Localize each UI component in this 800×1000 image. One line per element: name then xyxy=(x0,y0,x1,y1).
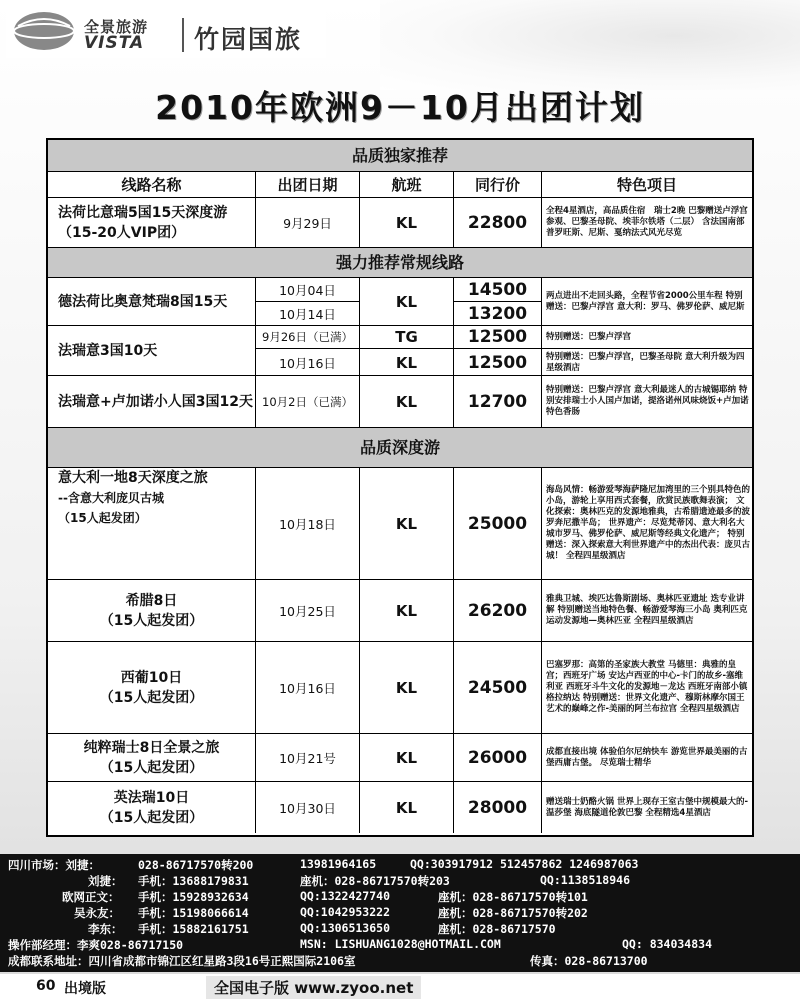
contact-mobile: 手机：13688179831 xyxy=(138,874,249,888)
departure-date: 10月18日 xyxy=(256,468,360,579)
table-row xyxy=(48,278,752,326)
flight-code: KL xyxy=(360,349,454,376)
contact-phone: 座机：028-86717570转202 xyxy=(438,906,588,920)
section-header-deep: 品质深度游 xyxy=(48,428,752,468)
route-title: 希腊8日 xyxy=(125,592,178,609)
feature-text: 特别赠送：巴黎卢浮宫 xyxy=(542,326,752,349)
departure-date: 10月2日（已满） xyxy=(256,376,360,427)
route-group-size: （15人起发团） xyxy=(99,809,204,826)
departure-date: 10月16日 xyxy=(256,349,360,376)
contact-name: 吴永友： xyxy=(74,906,120,920)
logo-en: VISTA xyxy=(84,33,145,53)
feature-text: 特别赠送：巴黎卢浮宫，巴黎圣母院 意大利升级为四星级酒店 xyxy=(546,351,745,373)
trade-price: 22800 xyxy=(454,198,542,247)
feature-text: 全程4星酒店，高品质住宿 瑞士2晚 巴黎赠送卢浮宫参观、巴黎圣母院、埃菲尔铁塔（二层） 含法国南部普罗旺斯、尼斯、戛纳法式风光尽览 xyxy=(546,206,748,238)
contact-mobile: 手机：15198066614 xyxy=(138,906,249,920)
trade-price: 25000 xyxy=(454,468,542,579)
page-footer xyxy=(0,974,800,1000)
route-name xyxy=(48,580,256,641)
route-name xyxy=(48,782,256,833)
contact-row xyxy=(0,857,800,872)
flight-code: KL xyxy=(360,580,454,641)
route-name: 德法荷比奥意梵瑞8国15天 xyxy=(48,278,256,325)
departure-date: 10月30日 xyxy=(256,782,360,833)
flight-code: KL xyxy=(360,376,454,427)
header-decoration xyxy=(380,0,800,90)
departure-date: 10月25日 xyxy=(256,580,360,641)
feature-text: 赠送瑞士奶酪火锅 世界上现存王室古堡中规模最大的-温莎堡 海底隧道伦敦巴黎 全程精选4星酒店 xyxy=(546,796,748,818)
tour-table xyxy=(46,138,754,837)
contact-row xyxy=(0,937,800,952)
trade-price: 12500 xyxy=(454,349,542,376)
trade-price: 14500 xyxy=(454,278,542,302)
header-route: 线路名称 xyxy=(48,172,256,197)
contact-row xyxy=(0,921,800,936)
departure-date: 10月16日 xyxy=(256,642,360,733)
departure-date: 10月04日 xyxy=(256,278,360,302)
feature-text: 两点进出不走回头路，全程节省2000公里车程 特别赠送：巴黎卢浮宫 意大利：罗马、佛罗伦萨、威尼斯 xyxy=(546,290,745,312)
trade-price: 26000 xyxy=(454,734,542,781)
contact-name: 欧网正文： xyxy=(62,890,120,904)
feature-text: 雅典卫城、埃匹达鲁斯剧场、奥林匹亚遗址 迭专业讲解 特别赠送当地特色餐、畅游爱琴海三小岛 奥利匹克运动发源地—奥林匹亚 全程四星级酒店 xyxy=(546,594,748,626)
route-name xyxy=(48,642,256,733)
trade-price: 12500 xyxy=(454,326,542,349)
route-name: 法瑞意3国10天 xyxy=(48,326,256,375)
trade-price: 13200 xyxy=(454,302,542,326)
contact-row xyxy=(0,889,800,904)
table-row xyxy=(48,376,752,428)
flight-code: KL xyxy=(360,278,454,325)
section-header-exclusive: 品质独家推荐 xyxy=(48,140,752,172)
table-row xyxy=(48,326,752,376)
trade-price: 12700 xyxy=(454,376,542,427)
flight-code: KL xyxy=(360,734,454,781)
departure-date: 10月14日 xyxy=(256,302,360,326)
table-row xyxy=(48,198,752,248)
page-title: 2010年欧洲9－10月出团计划 xyxy=(155,88,645,127)
table-header xyxy=(48,172,752,198)
header-feature: 特色项目 xyxy=(616,176,677,194)
table-row xyxy=(48,782,752,833)
trade-price: 28000 xyxy=(454,782,542,833)
route-group-size: （15人起发团） xyxy=(99,612,204,629)
contact-phone: 座机：028-86717570转101 xyxy=(438,890,588,904)
contact-mobile: 手机：15928932634 xyxy=(138,890,249,904)
edition-label: 出境版 xyxy=(64,981,106,997)
contact-qq: QQ:303917912 512457862 1246987063 xyxy=(410,857,639,871)
route-group-size: （15人起发团） xyxy=(99,759,204,776)
contact-name: 刘捷： xyxy=(88,874,123,888)
route-group-size: （15人起发团） xyxy=(99,689,204,706)
route-name xyxy=(48,734,256,781)
flight-code: KL xyxy=(360,782,454,833)
departure-date: 9月26日（已满） xyxy=(256,326,360,349)
feature-text: 成都直接出境 体验伯尔尼纳快车 游览世界最美丽的古堡西庸古堡。 尽览瑞士精华 xyxy=(546,746,748,768)
table-row xyxy=(48,642,752,734)
contact-phone: 座机：028-86717570转203 xyxy=(300,874,450,888)
table-row xyxy=(48,734,752,782)
route-title: 意大利一地8天深度之旅 xyxy=(58,470,208,486)
flight-code: KL xyxy=(360,198,454,247)
header-date: 出团日期 xyxy=(256,172,360,197)
contact-qq: QQ:1306513650 xyxy=(300,921,391,935)
contact-qq: QQ:1042953222 xyxy=(300,905,391,919)
contact-name: 李东： xyxy=(88,922,123,936)
route-name xyxy=(48,468,256,579)
route-name: 法瑞意+卢加诺小人国3国12天 xyxy=(48,376,256,427)
departure-date: 10月21号 xyxy=(256,734,360,781)
flight-code: KL xyxy=(360,642,454,733)
trade-price: 24500 xyxy=(454,642,542,733)
contact-fax: 传真：028-86713700 xyxy=(530,954,648,968)
contact-mobile: 手机：15882161751 xyxy=(138,922,249,936)
route-group-size: （15人起发团） xyxy=(58,511,147,525)
feature-text: 海岛风情：畅游爱琴海萨隆尼加湾里的三个别具特色的小岛，游轮上享用西式套餐，欣赏民族歌舞表演； 文化探索：奥林匹克的发源地雅典，古希腊遗迹最多的波罗奔尼撒半岛； 世界遗产：尽览梵蒂冈、意大利名大城市罗马、佛罗伦萨、威尼斯等经典文化遗产； 特别赠送：深入探索意大利世界遗产中的杰出代表：庞贝古城！ 全程四星级酒店 xyxy=(546,485,751,561)
agency-name: 竹园国旅 xyxy=(194,25,303,54)
route-subtitle: --含意大利庞贝古城 xyxy=(58,491,164,505)
table-row xyxy=(48,580,752,642)
contact-row xyxy=(0,905,800,920)
contact-name: 四川市场：刘捷： xyxy=(8,858,100,872)
contact-qq: QQ:1322427740 xyxy=(300,889,391,903)
logo xyxy=(6,6,326,58)
logo-cn: 全景旅游 xyxy=(84,18,149,36)
contact-mobile: 13981964165 xyxy=(300,857,377,871)
ops-manager: 操作部经理：李爽028-86717150 xyxy=(8,938,184,952)
trade-price: 26200 xyxy=(454,580,542,641)
route-title: 纯粹瑞士8日全景之旅 xyxy=(83,739,220,756)
office-address: 成都联系地址：四川省成都市锦江区红星路3段16号正熙国际2106室 xyxy=(8,954,356,968)
website-link[interactable]: 全国电子版 www.zyoo.net xyxy=(206,976,421,999)
flight-code: KL xyxy=(360,468,454,579)
route-title: 西葡10日 xyxy=(120,669,183,686)
contact-block xyxy=(0,854,800,972)
header-flight: 航班 xyxy=(360,172,454,197)
departure-date: 9月29日 xyxy=(256,198,360,247)
feature-text: 巴塞罗那：高第的圣家族大教堂 马德里：典雅的皇宫；西班牙广场 安达卢西亚的中心-卡门的故乡-塞维利亚 西班牙斗牛文化的发源地－龙达 西班牙南部小镇格拉纳达 特别赠送：世界文化遗产、穆斯林摩尔国王艺术的巅峰之作-美丽的阿兰布拉宫 全程四星级酒店 xyxy=(546,660,748,714)
page-number: 60 xyxy=(36,978,56,994)
logo-divider xyxy=(182,18,184,52)
contact-phone: 座机：028-86717570 xyxy=(438,922,556,936)
table-row xyxy=(48,468,752,580)
contact-qq: QQ:1138518946 xyxy=(540,873,631,887)
route-title: 英法瑞10日 xyxy=(113,789,190,806)
contact-msn: MSN: LISHUANG1028@HOTMAIL.COM xyxy=(300,937,501,951)
contact-phone: 028-86717570转200 xyxy=(138,858,254,872)
contact-row xyxy=(0,873,800,888)
globe-icon xyxy=(12,10,76,52)
contact-row xyxy=(0,953,800,968)
header-price: 同行价 xyxy=(454,172,542,197)
route-name: 法荷比意瑞5国15天深度游（15-20人VIP团） xyxy=(48,198,256,247)
feature-text: 特别赠送：巴黎卢浮宫 意大利最迷人的古城锡耶纳 特别安排瑞士小人国卢加诺，提洛诺州风味烧饭+卢加诺特色香肠 xyxy=(546,385,749,417)
contact-qq: QQ: 834034834 xyxy=(622,937,713,951)
flight-code: TG xyxy=(360,326,454,349)
section-header-regular: 强力推荐常规线路 xyxy=(48,248,752,278)
